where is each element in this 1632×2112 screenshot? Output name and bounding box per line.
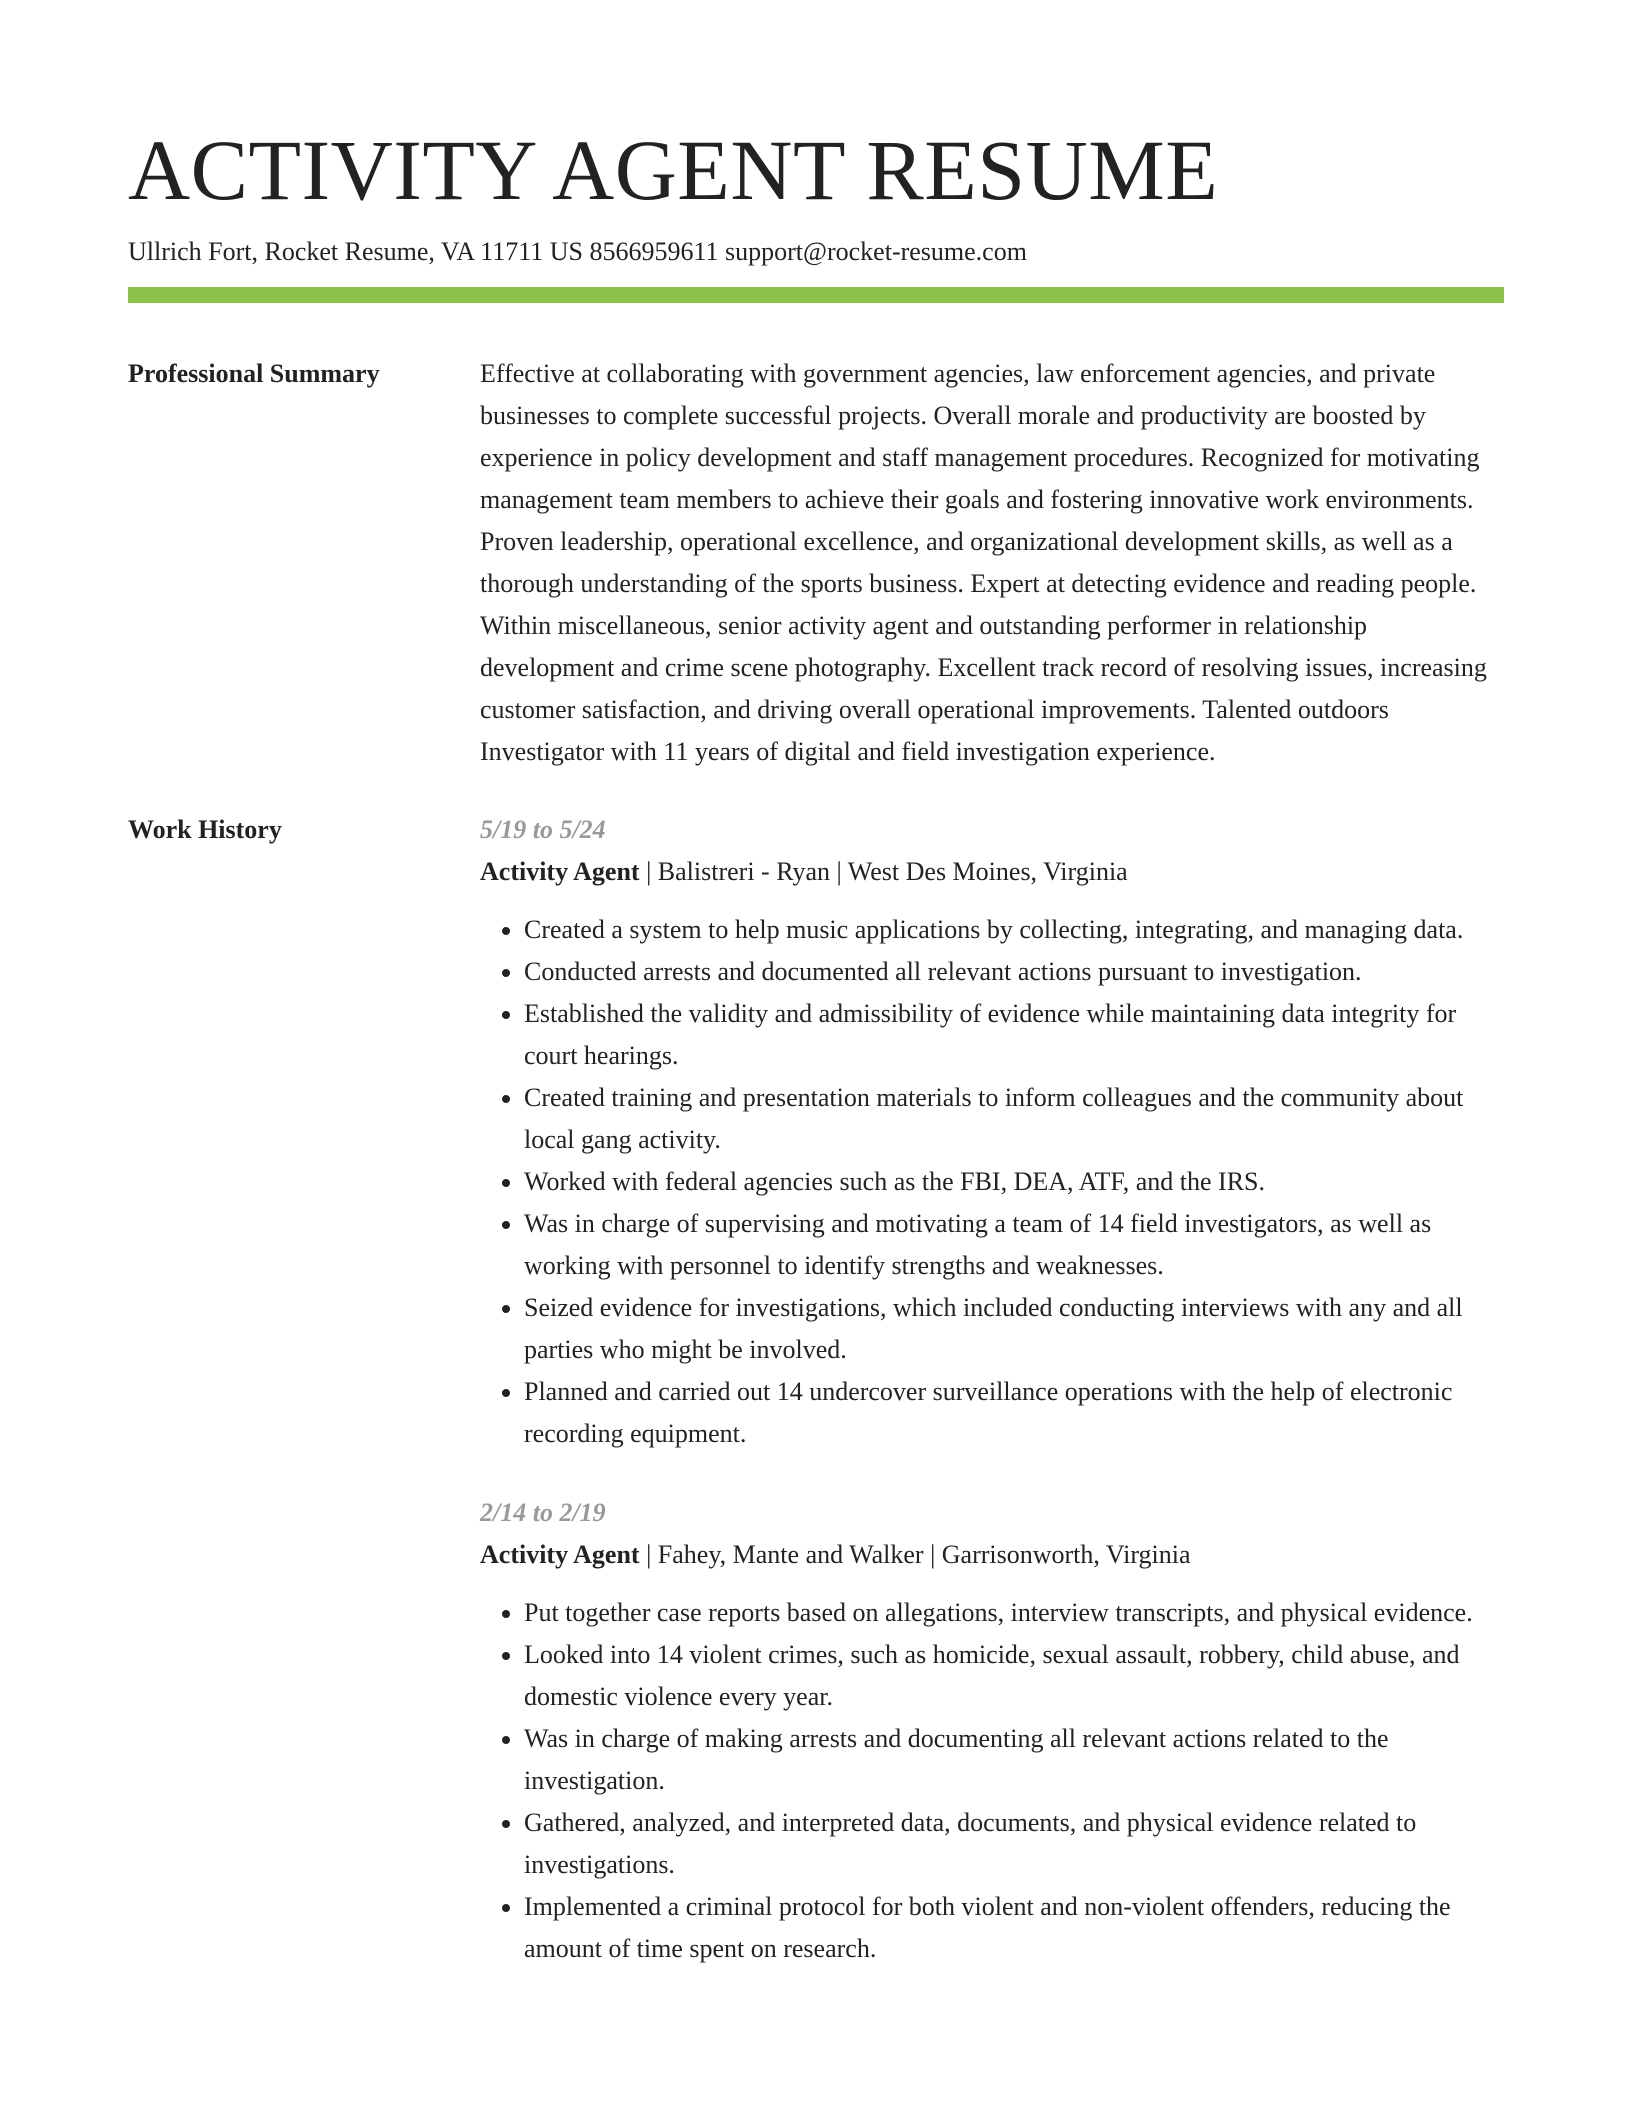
job-details: | Fahey, Mante and Walker | Garrisonworth, Virginia — [639, 1540, 1191, 1569]
professional-summary-section — [128, 353, 1504, 773]
summary-text: Effective at collaborating with government agencies, law enforcement agencies, and private businesses to complete successful projects. Overall morale and productivity are boosted by experience in policy development and staff management procedures. Recognized for motivating management team members to achieve their goals and fostering innovative work environments. Proven leadership, operational excellence, and organizational development skills, as well as a thorough understanding of the sports business. Expert at detecting evidence and reading people. Within miscellaneous, senior activity agent and outstanding performer in relationship development and crime scene photography. Excellent track record of resolving issues, increasing customer satisfaction, and driving overall operational improvements. Talented outdoors Investigator with 11 years of digital and field investigation experience. — [480, 359, 1487, 766]
resume-page — [128, 120, 1504, 2007]
section-label-summary: Professional Summary — [128, 359, 380, 388]
section-label-work: Work History — [128, 815, 282, 844]
job-bullet: • Planned and carried out 14 undercover surveillance operations with the help of electronic recording equipment. — [524, 1371, 1504, 1455]
job-entry — [480, 809, 1504, 1455]
summary-body — [480, 353, 1504, 773]
job-bullet: • Was in charge of supervising and motivating a team of 14 field investigators, as well as working with personnel to identify strengths and weaknesses. — [524, 1203, 1504, 1287]
job-dates: 2/14 to 2/19 — [480, 1498, 606, 1527]
job-details: | Balistreri - Ryan | West Des Moines, Virginia — [639, 857, 1128, 886]
job-title-line — [480, 1534, 1504, 1576]
job-entry — [480, 1492, 1504, 1970]
job-title: Activity Agent — [480, 1540, 640, 1569]
job-bullet: • Created a system to help music applications by collecting, integrating, and managing data. — [524, 909, 1504, 951]
job-bullet: • Put together case reports based on allegations, interview transcripts, and physical evidence. — [524, 1592, 1504, 1634]
work-history-section — [128, 809, 1504, 2007]
contact-line: Ullrich Fort, Rocket Resume, VA 11711 US 8566959611 support@rocket-resume.com — [128, 237, 1027, 266]
job-title-line — [480, 851, 1504, 893]
job-bullet: • Worked with federal agencies such as the FBI, DEA, ATF, and the IRS. — [524, 1161, 1504, 1203]
job-bullet: • Established the validity and admissibility of evidence while maintaining data integrity for court hearings. — [524, 993, 1504, 1077]
job-bullet: • Was in charge of making arrests and documenting all relevant actions related to the investigation. — [524, 1718, 1504, 1802]
job-bullet: • Gathered, analyzed, and interpreted data, documents, and physical evidence related to investigations. — [524, 1802, 1504, 1886]
job-bullet: • Created training and presentation materials to inform colleagues and the community about local gang activity. — [524, 1077, 1504, 1161]
resume-title: ACTIVITY AGENT RESUME — [128, 122, 1219, 218]
job-bullet: • Implemented a criminal protocol for both violent and non-violent offenders, reducing the amount of time spent on research. — [524, 1886, 1504, 1970]
job-bullets — [480, 1592, 1504, 1970]
work-history-body — [480, 809, 1504, 2007]
job-bullet: • Seized evidence for investigations, which included conducting interviews with any and all parties who might be involved. — [524, 1287, 1504, 1371]
accent-divider — [128, 287, 1504, 303]
job-title: Activity Agent — [480, 857, 640, 886]
job-bullet: • Looked into 14 violent crimes, such as homicide, sexual assault, robbery, child abuse, and domestic violence every year. — [524, 1634, 1504, 1718]
job-dates: 5/19 to 5/24 — [480, 815, 606, 844]
job-bullet: • Conducted arrests and documented all relevant actions pursuant to investigation. — [524, 951, 1504, 993]
job-bullets — [480, 909, 1504, 1455]
